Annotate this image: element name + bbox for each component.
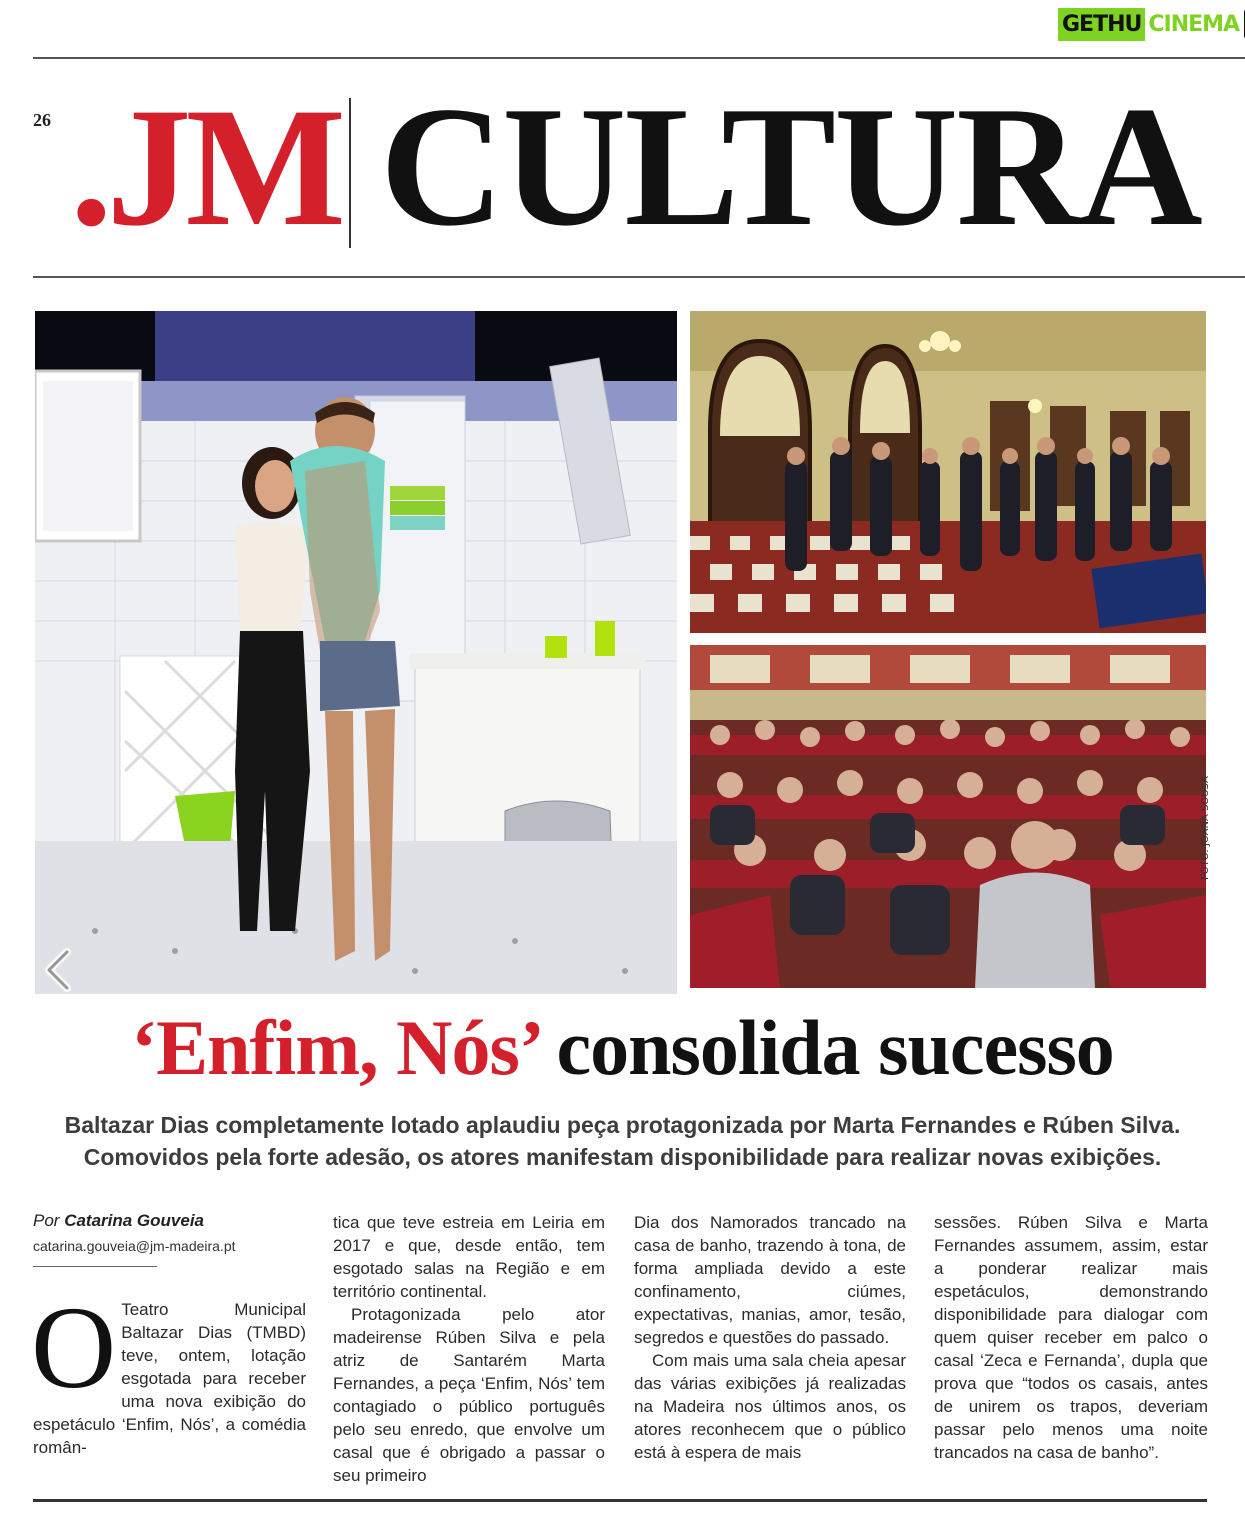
body-column-2 (333, 1211, 605, 1487)
masthead-rule (33, 276, 1245, 278)
body-paragraph: tica que teve estreia em Leiria em 2017 e que, desde então, tem esgotado salas na Região e em território continental. (333, 1213, 605, 1301)
bottom-rule (33, 1499, 1207, 1502)
drop-cap: O (31, 1282, 117, 1413)
chevron-left-icon (43, 948, 73, 992)
headline-title-quote: ‘Enfim, Nós’ (131, 1004, 539, 1091)
audience-photo (690, 645, 1206, 988)
standfirst-line-2: Comovidos pela forte adesão, os atores manifestam disponibilidade para realizar novas exibições. (83, 1144, 1162, 1170)
body-paragraph: Protagonizada pelo ator madeirense Rúben Silva e pela atriz de Santarém Marta Fernandes, a peça ‘Enfim, Nós’ tem contagiado o público português pelo seu enredo, que envolve um casal que é obrigado a passar o seu primeiro (333, 1305, 605, 1485)
byline-rule (33, 1266, 157, 1267)
headline-rest: consolida sucesso (538, 1004, 1114, 1091)
article-headline (0, 1005, 1245, 1091)
page-number: 26 (33, 110, 51, 130)
author-email: catarina.gouveia@jm-madeira.pt (33, 1238, 236, 1254)
body-column-4 (934, 1211, 1208, 1464)
standfirst-line-1: Baltazar Dias completamente lotado aplaudiu peça protagonizada por Marta Fernandes e Rúben Silva. (64, 1112, 1181, 1138)
section-title: CULTURA (380, 72, 1201, 262)
watermark-logo (1058, 3, 1242, 45)
watermark-right-text: CINEMA (1148, 11, 1240, 37)
body-paragraph: Dia dos Namorados trancado na casa de banho, trazendo à tona, de forma ampliada devido a este confinamento, ciúmes, expectativas, manias, amor, tesão, segredos e questões do passado. (634, 1213, 906, 1347)
body-column-1 (31, 1282, 306, 1459)
body-paragraph: sessões. Rúben Silva e Marta Fernandes assumem, assim, estar a ponderar realizar mais espetáculos, demonstrando disponibilidade para dialogar com quem quiser receber em palco o casal ‘Zeca e Fernanda’, dupla que prova que “todos os casais, antes de unirem os trapos, deveriam passar pelo menos uma noite trancados na casa de banho”. (934, 1213, 1208, 1462)
top-rule (33, 57, 1245, 59)
previous-image-button[interactable] (38, 945, 78, 995)
masthead-divider (349, 98, 351, 248)
publication-logo: .JM (70, 73, 340, 261)
body-column-3 (634, 1211, 906, 1464)
photo-credit: FOTO: JOANA SOUSA (1200, 776, 1211, 880)
stage-photo (35, 311, 677, 994)
byline (33, 1211, 204, 1231)
theatre-foyer-photo (690, 311, 1206, 633)
body-paragraph: Teatro Municipal Baltazar Dias (TMBD) teve, ontem, lotação esgotada para receber uma nova exibição do espetáculo ‘Enfim, Nós’, a comédia român- (33, 1300, 306, 1457)
byline-prefix: Por (33, 1211, 65, 1230)
body-paragraph: Com mais uma sala cheia apesar das várias exibições já realizadas na Madeira nos últimos anos, os atores reconhecem que o público está à espera de mais (634, 1351, 906, 1462)
author-name: Catarina Gouveia (64, 1211, 205, 1230)
watermark-left-text: GETHU (1058, 8, 1145, 41)
